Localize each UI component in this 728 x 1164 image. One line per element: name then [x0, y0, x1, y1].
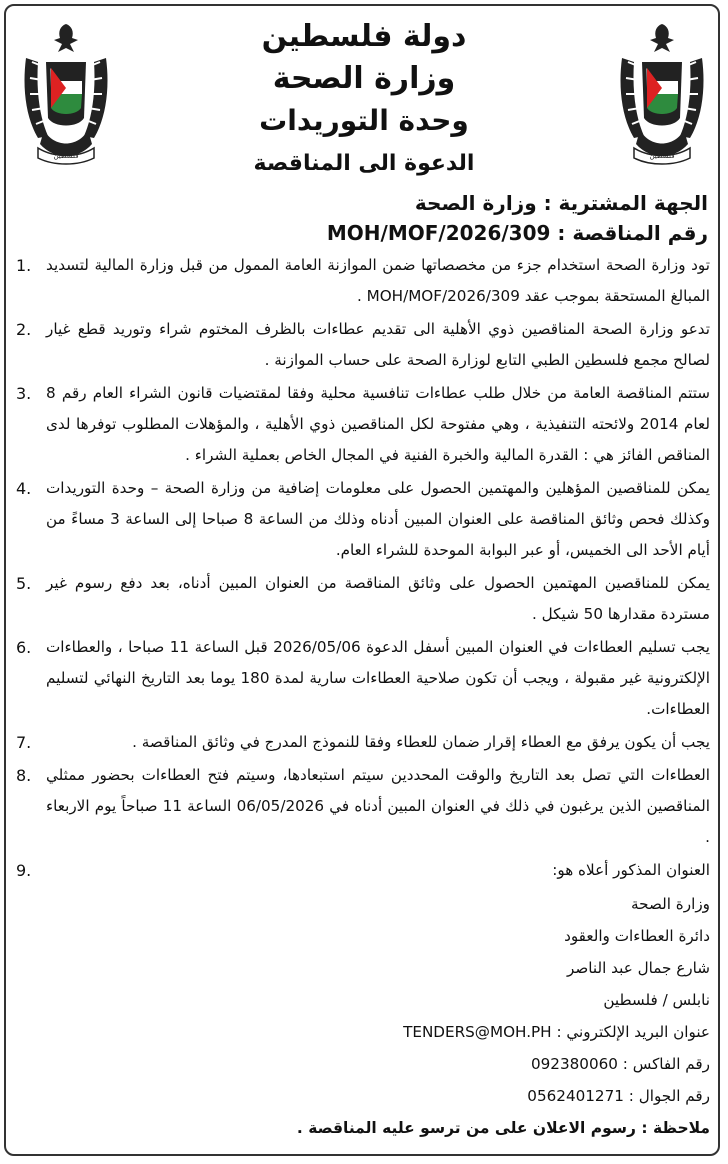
mobile-line: [46, 1080, 710, 1112]
email-value[interactable]: TENDERS@MOH.PH: [403, 1023, 552, 1041]
clause-9: [16, 855, 710, 886]
tender-clauses: [16, 250, 710, 1144]
clause-4: [16, 473, 710, 566]
fax-line: [46, 1048, 710, 1080]
unit-name: وحدة التوريدات: [259, 104, 469, 137]
fax-label: رقم الفاكس :: [622, 1055, 710, 1073]
buyer-line: الجهة المشترية : وزارة الصحة: [414, 191, 708, 215]
mobile-label: رقم الجوال :: [628, 1087, 710, 1105]
clause-3: [16, 378, 710, 471]
clause-text: ستتم المناقصة العامة من خلال طلب عطاءات تنافسية محلية وفقا لمقتضيات قانون الشراء العام رقم 8 لعام 2014 ولائحته التنفيذية ، وهي مفتوحة لكل المناقصين ذوي الأهلية ، والمؤهلات المطلوب توفرها لدى المناقص الفائز هي : القدرة المالية والخبرة الفنية في المجال الخاص بعملية الشراء .: [46, 384, 710, 464]
clause-text: العنوان المذكور أعلاه هو:: [552, 861, 710, 879]
tender-number-line: [20, 218, 708, 248]
contact-address: [46, 888, 710, 1112]
mobile-value: 0562401271: [527, 1087, 624, 1105]
tender-number-label: رقم المناقصة :: [557, 221, 708, 245]
clause-2: [16, 314, 710, 376]
tender-meta: [20, 188, 708, 248]
clause-8: [16, 760, 710, 853]
address-ministry: وزارة الصحة: [631, 895, 710, 913]
fee-note: ملاحظة : رسوم الاعلان على من ترسو عليه المناقصة .: [296, 1119, 710, 1137]
clause-text: يجب تسليم العطاءات في العنوان المبين أسفل الدعوة 2026/05/06 قبل الساعة 11 صباحا ، والعطاءات الإلكترونية غير مقبولة ، ويجب أن تكون صلاحية العطاءات سارية لمدة 180 يوما بعد التاريخ النهائي لتسليم العطاءات.: [46, 638, 710, 718]
address-city: نابلس / فلسطين: [603, 991, 710, 1009]
clause-number: 9.: [16, 861, 32, 880]
clause-text: يجب أن يكون يرفق مع العطاء إقرار ضمان للعطاء وفقا للنموذج المدرج في وثائق المناقصة .: [132, 733, 710, 751]
palestine-eagle-emblem-right: [614, 18, 710, 168]
clause-text: تدعو وزارة الصحة المناقصين ذوي الأهلية الى تقديم عطاءات بالظرف المختوم شراء وتوريد قطع غيار لصالح مجمع فلسطين الطبي التابع لوزارة الصحة على حساب الموازنة .: [46, 320, 710, 369]
clause-number: 7.: [16, 733, 32, 752]
palestine-eagle-emblem-left: [18, 18, 114, 168]
address-department: دائرة العطاءات والعقود: [564, 927, 710, 945]
clause-number: 3.: [16, 384, 32, 403]
clause-1: [16, 250, 710, 312]
clause-text: تود وزارة الصحة استخدام جزء من مخصصاتها ضمن الموازنة العامة الممول من قبل وزارة المالية لتسديد المبالغ المستحقة بموجب عقد MOH/MOF/2026/309 .: [46, 256, 710, 305]
fax-value: 092380060: [530, 1055, 618, 1073]
emblem-caption-right: فلسطين: [649, 152, 675, 160]
clause-number: 8.: [16, 766, 32, 785]
emblem-caption-left: فلسطين: [53, 152, 79, 160]
clause-number: 2.: [16, 320, 32, 339]
email-line: [46, 1016, 710, 1048]
clause-6: [16, 632, 710, 725]
state-name: دولة فلسطين: [261, 19, 467, 54]
clause-text: يمكن للمناقصين المهتمين الحصول على وثائق المناقصة من العنوان المبين أدناه، بعد دفع رسوم غير مستردة مقدارها 50 شيكل .: [46, 574, 710, 623]
email-label: عنوان البريد الإلكتروني :: [556, 1023, 710, 1041]
clause-number: 5.: [16, 574, 32, 593]
clause-7: [16, 727, 710, 758]
clause-text: العطاءات التي تصل بعد التاريخ والوقت المحددين سيتم استبعادها، وسيتم فتح العطاءات بحضور ممثلي المناقصين الذين يرغبون في ذلك في العنوان المبين أدناه في 06/05/2026 الساعة 11 صباحاً يوم الاربعاء .: [46, 766, 711, 846]
clause-number: 4.: [16, 479, 32, 498]
clause-number: 1.: [16, 256, 32, 275]
tender-number-value: MOH/MOF/2026/309: [326, 221, 551, 245]
clause-text: يمكن للمناقصين المؤهلين والمهتمين الحصول على معلومات إضافية من وزارة الصحة – وحدة التوريدات وكذلك فحص وثائق المناقصة على العنوان المبين أدناه وذلك من الساعة 8 صباحا إلى الساعة 3 مساءً من أيام الأحد الى الخميس، أو عبر البوابة الموحدة للشراء العام.: [46, 479, 710, 559]
letterhead: [140, 16, 588, 184]
address-street: شارع جمال عبد الناصر: [566, 959, 710, 977]
notice-title: الدعوة الى المناقصة: [253, 151, 475, 176]
clause-number: 6.: [16, 638, 32, 657]
ministry-name: وزارة الصحة: [272, 61, 456, 96]
clause-5: [16, 568, 710, 630]
